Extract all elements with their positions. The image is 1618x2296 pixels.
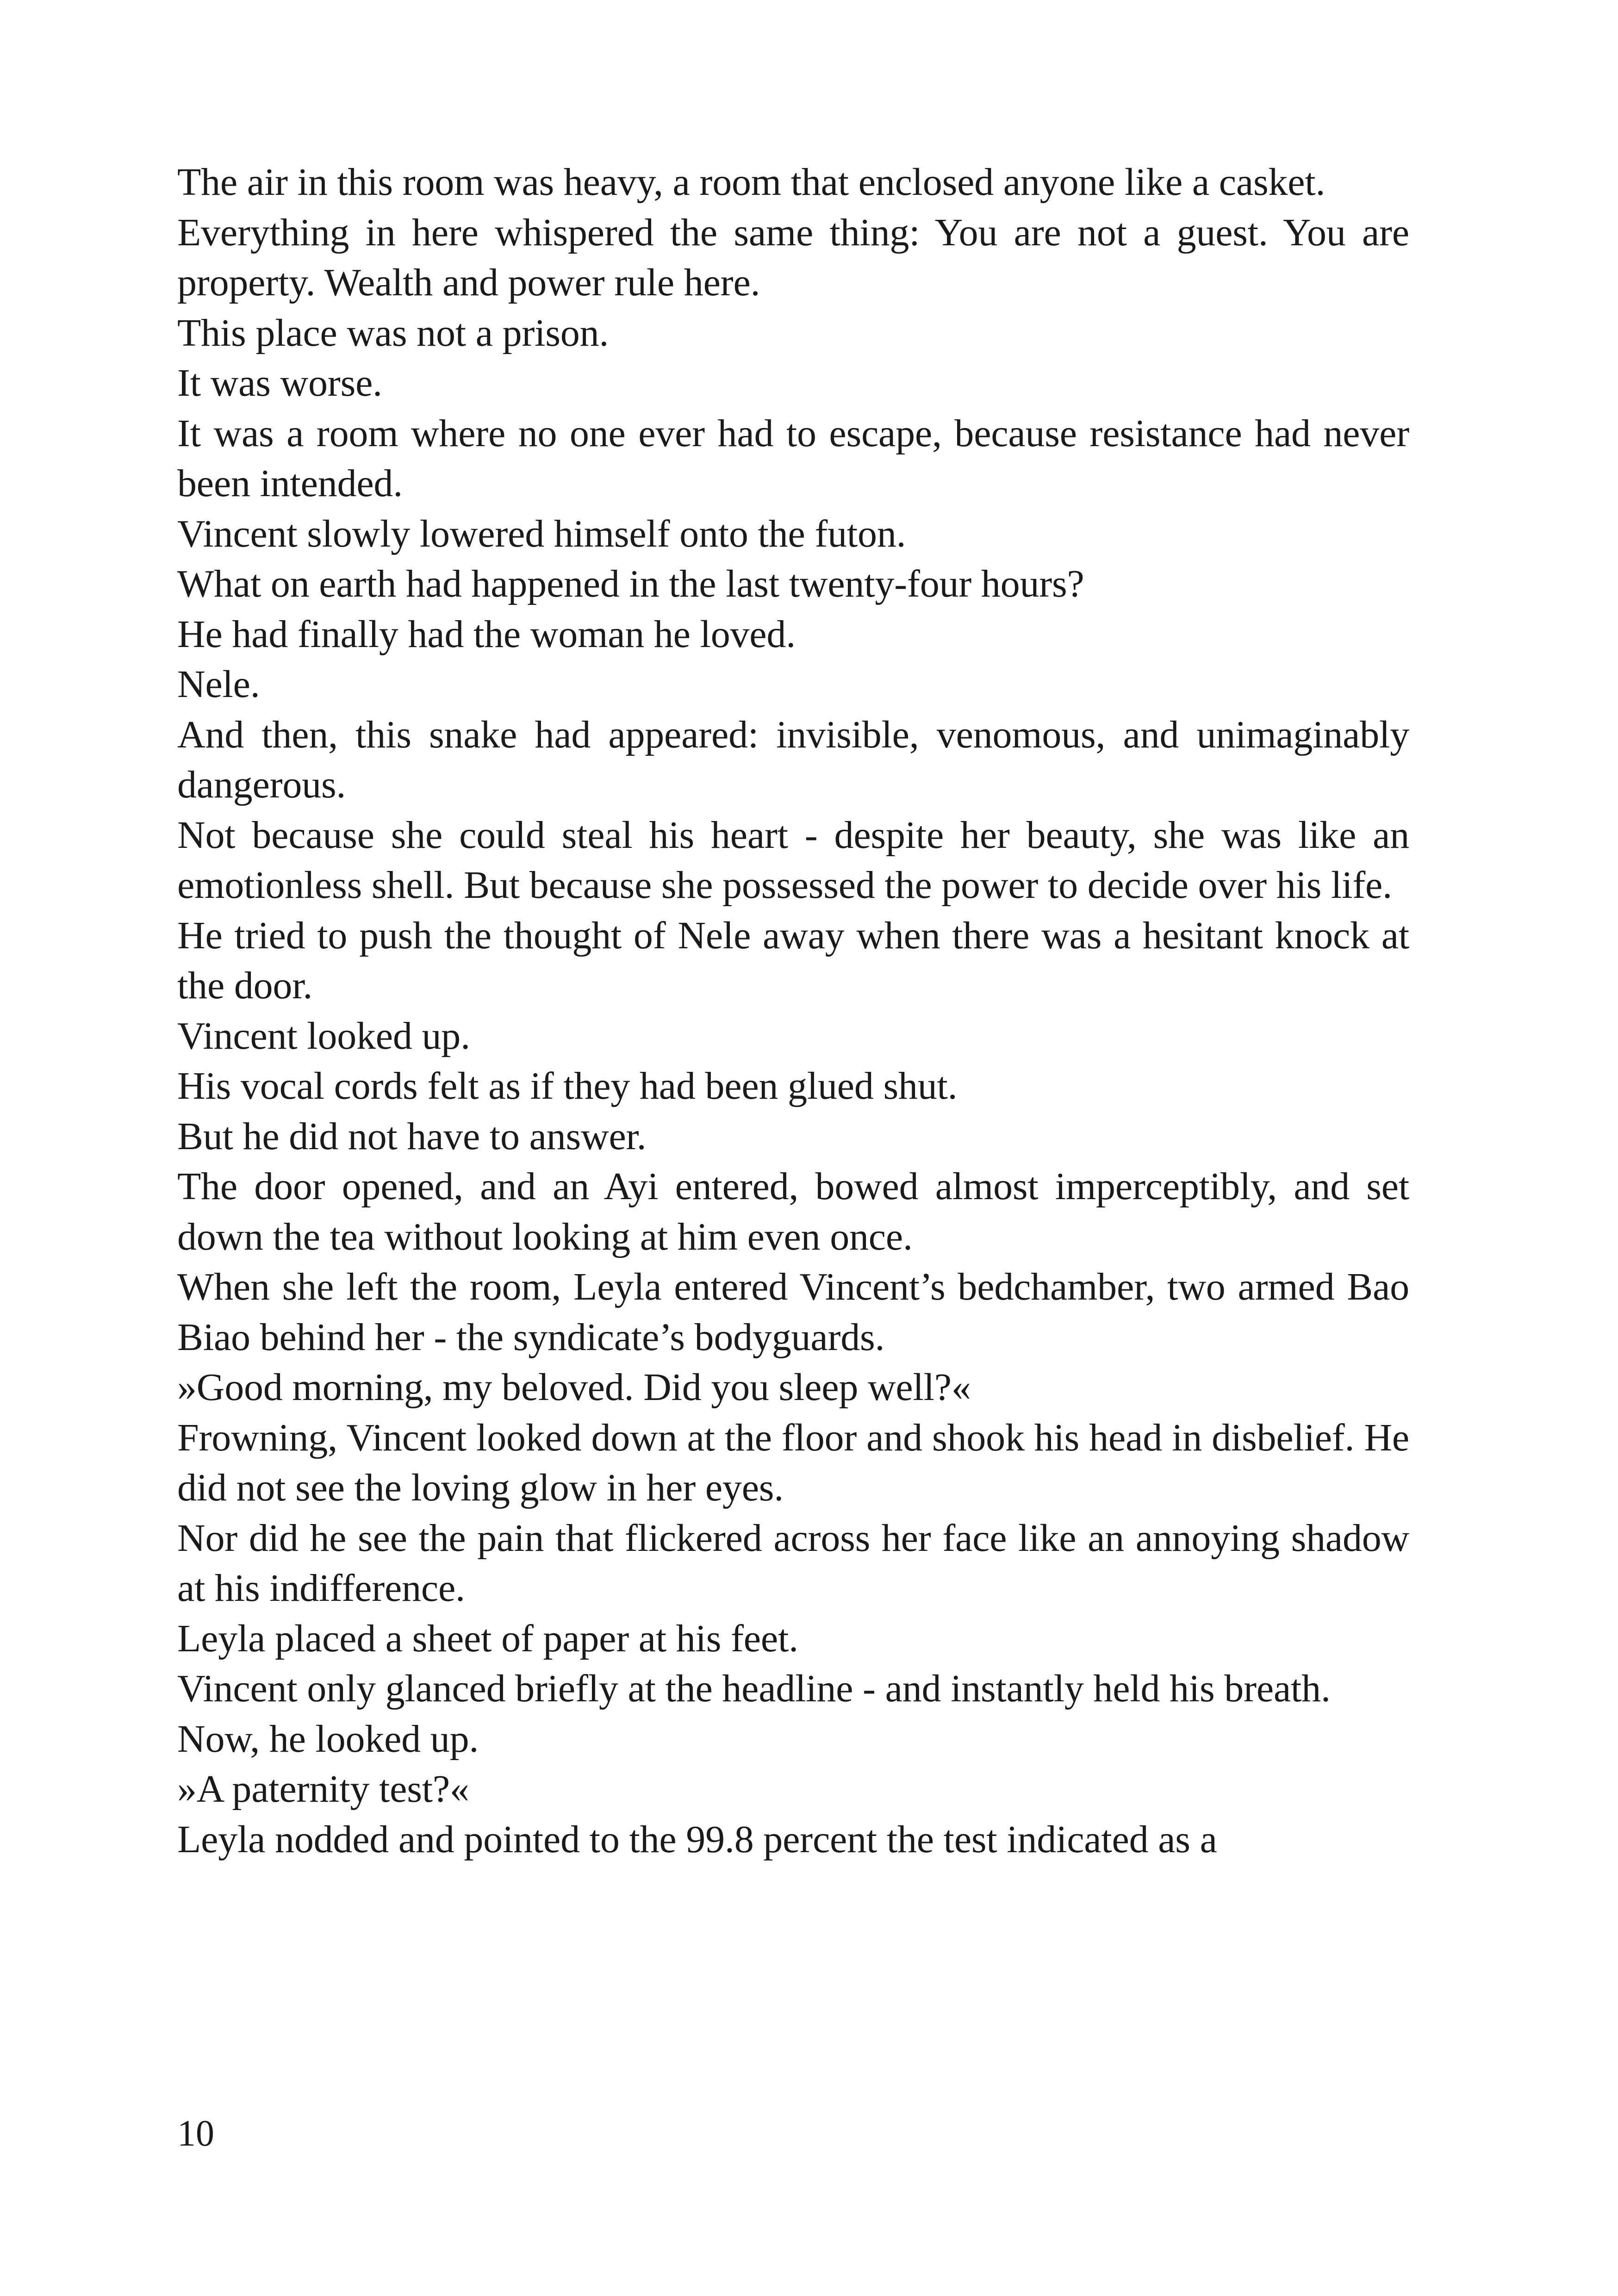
paragraph: His vocal cords felt as if they had been glued shut.	[177, 1064, 958, 1108]
body-text	[177, 157, 1409, 1865]
page-number: 10	[177, 2113, 214, 2154]
paragraph: He tried to push the thought of Nele away when there was a hesitant knock at the door.	[177, 914, 1409, 1007]
paragraph: And then, this snake had appeared: invisible, venomous, and unimaginably dangerous.	[177, 713, 1409, 806]
paragraph: Not because she could steal his heart - despite her beauty, she was like an emotionless shell. But because she possessed the power to decide over his life.	[177, 813, 1409, 907]
paragraph: This place was not a prison.	[177, 311, 609, 355]
paragraph: When she left the room, Leyla entered Vincent’s bedchamber, two armed Bao Biao behind her - the syndicate’s bodyguards.	[177, 1265, 1409, 1359]
paragraph: Frowning, Vincent looked down at the floor and shook his head in disbelief. He did not see the loving glow in her eyes.	[177, 1416, 1409, 1509]
paragraph: The air in this room was heavy, a room that enclosed anyone like a casket.	[177, 161, 1326, 204]
paragraph: »Good morning, my beloved. Did you sleep well?«	[177, 1366, 971, 1409]
paragraph: Leyla nodded and pointed to the 99.8 percent the test indicated as a	[177, 1817, 1217, 1861]
paragraph: He had finally had the woman he loved.	[177, 612, 796, 656]
paragraph: Nor did he see the pain that flickered across her face like an annoying shadow at his indifference.	[177, 1516, 1409, 1610]
paragraph: What on earth had happened in the last twenty-four hours?	[177, 562, 1084, 605]
paragraph: Nele.	[177, 663, 260, 706]
paragraph: It was a room where no one ever had to escape, because resistance had never been intended.	[177, 411, 1409, 505]
paragraph: The door opened, and an Ayi entered, bowed almost imperceptibly, and set down the tea without looking at him even once.	[177, 1165, 1409, 1258]
paragraph: Vincent only glanced briefly at the headline - and instantly held his breath.	[177, 1667, 1331, 1710]
paragraph: Vincent looked up.	[177, 1014, 470, 1058]
paragraph: »A paternity test?«	[177, 1767, 469, 1811]
paragraph: Everything in here whispered the same thing: You are not a guest. You are property. Wealth and power rule here.	[177, 211, 1409, 304]
paragraph: Now, he looked up.	[177, 1717, 479, 1761]
paragraph: But he did not have to answer.	[177, 1114, 647, 1158]
paragraph: Vincent slowly lowered himself onto the futon.	[177, 512, 906, 555]
paragraph: Leyla placed a sheet of paper at his feet.	[177, 1617, 798, 1660]
paragraph: It was worse.	[177, 361, 382, 404]
